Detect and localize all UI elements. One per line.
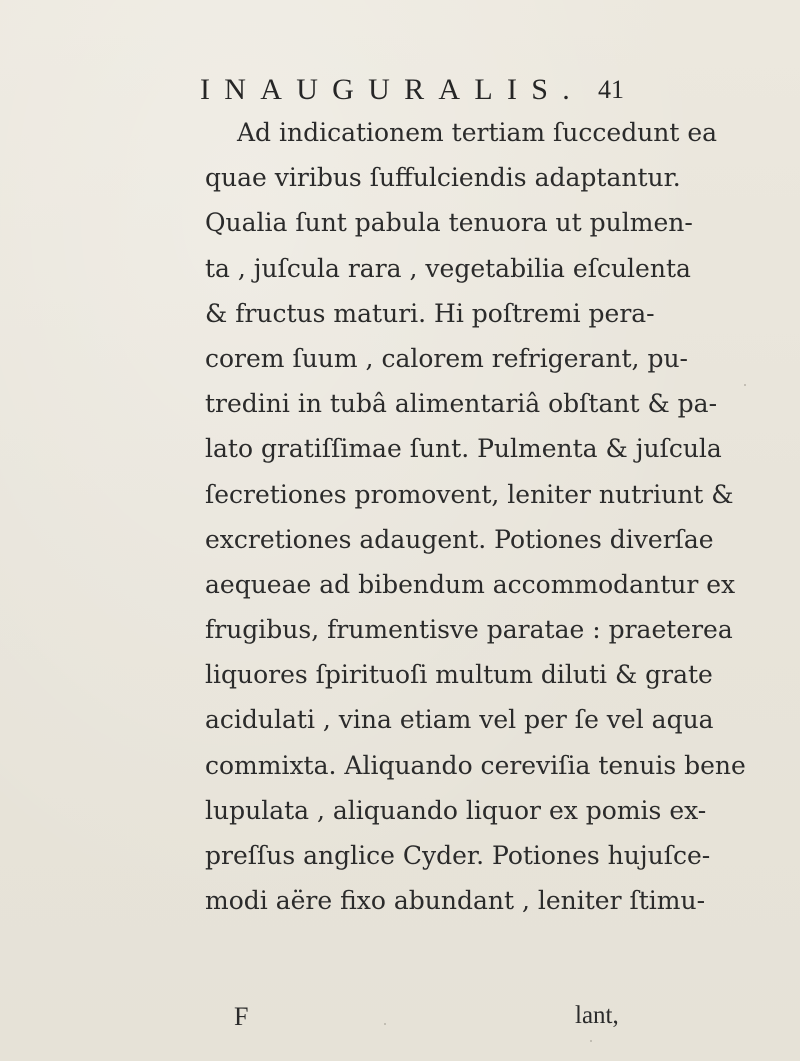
page-number: 41 xyxy=(598,75,624,104)
text-line: lupulata , aliquando liquor ex pomis ex- xyxy=(205,795,707,825)
body-text xyxy=(205,110,746,923)
text-line: liquores ſpirituoſi multum diluti & grate xyxy=(205,660,713,690)
text-line: lato gratiſſimae ſunt. Pulmenta & juſcula xyxy=(205,434,722,464)
text-line: excretiones adaugent. Potiones diverſae xyxy=(205,524,714,554)
text-line: corem ſuum , calorem refrigerant, pu- xyxy=(205,343,688,373)
page-footer xyxy=(205,1002,645,1042)
text-line: aequeae ad bibendum accommodantur ex xyxy=(205,569,736,599)
catchword: lant, xyxy=(575,1002,619,1029)
running-title: INAUGURALIS. xyxy=(200,73,585,106)
text-line: commixta. Aliquando cereviſia tenuis bene xyxy=(205,750,746,780)
text-line: quae viribus ſuffulciendis adaptantur. xyxy=(205,163,681,193)
page-header xyxy=(200,73,640,109)
paper-speck xyxy=(590,1040,592,1042)
text-line: frugibus, frumentisve paratae : praeterea xyxy=(205,615,733,645)
text-line: ſecretiones promovent, leniter nutriunt & xyxy=(205,479,734,509)
text-line: acidulati , vina etiam vel per ſe vel aqua xyxy=(205,705,714,735)
text-line: modi aëre fixo abundant , leniter ſtimu- xyxy=(205,886,706,916)
signature-mark: F xyxy=(234,1002,249,1031)
text-line: tredini in tubâ alimentariâ obſtant & pa- xyxy=(205,389,718,419)
text-line: Qualia ſunt pabula tenuora ut pulmen- xyxy=(205,208,693,238)
text-line: Ad indicationem tertiam ſuccedunt ea xyxy=(237,118,718,147)
paper-speck xyxy=(744,384,746,386)
text-line: & fructus maturi. Hi poſtremi pera- xyxy=(205,298,655,328)
paper-speck xyxy=(384,1023,386,1025)
text-line: ta , juſcula rara , vegetabilia eſculenta xyxy=(205,253,691,283)
text-line: preſſus anglice Cyder. Potiones hujuſce- xyxy=(205,841,711,870)
